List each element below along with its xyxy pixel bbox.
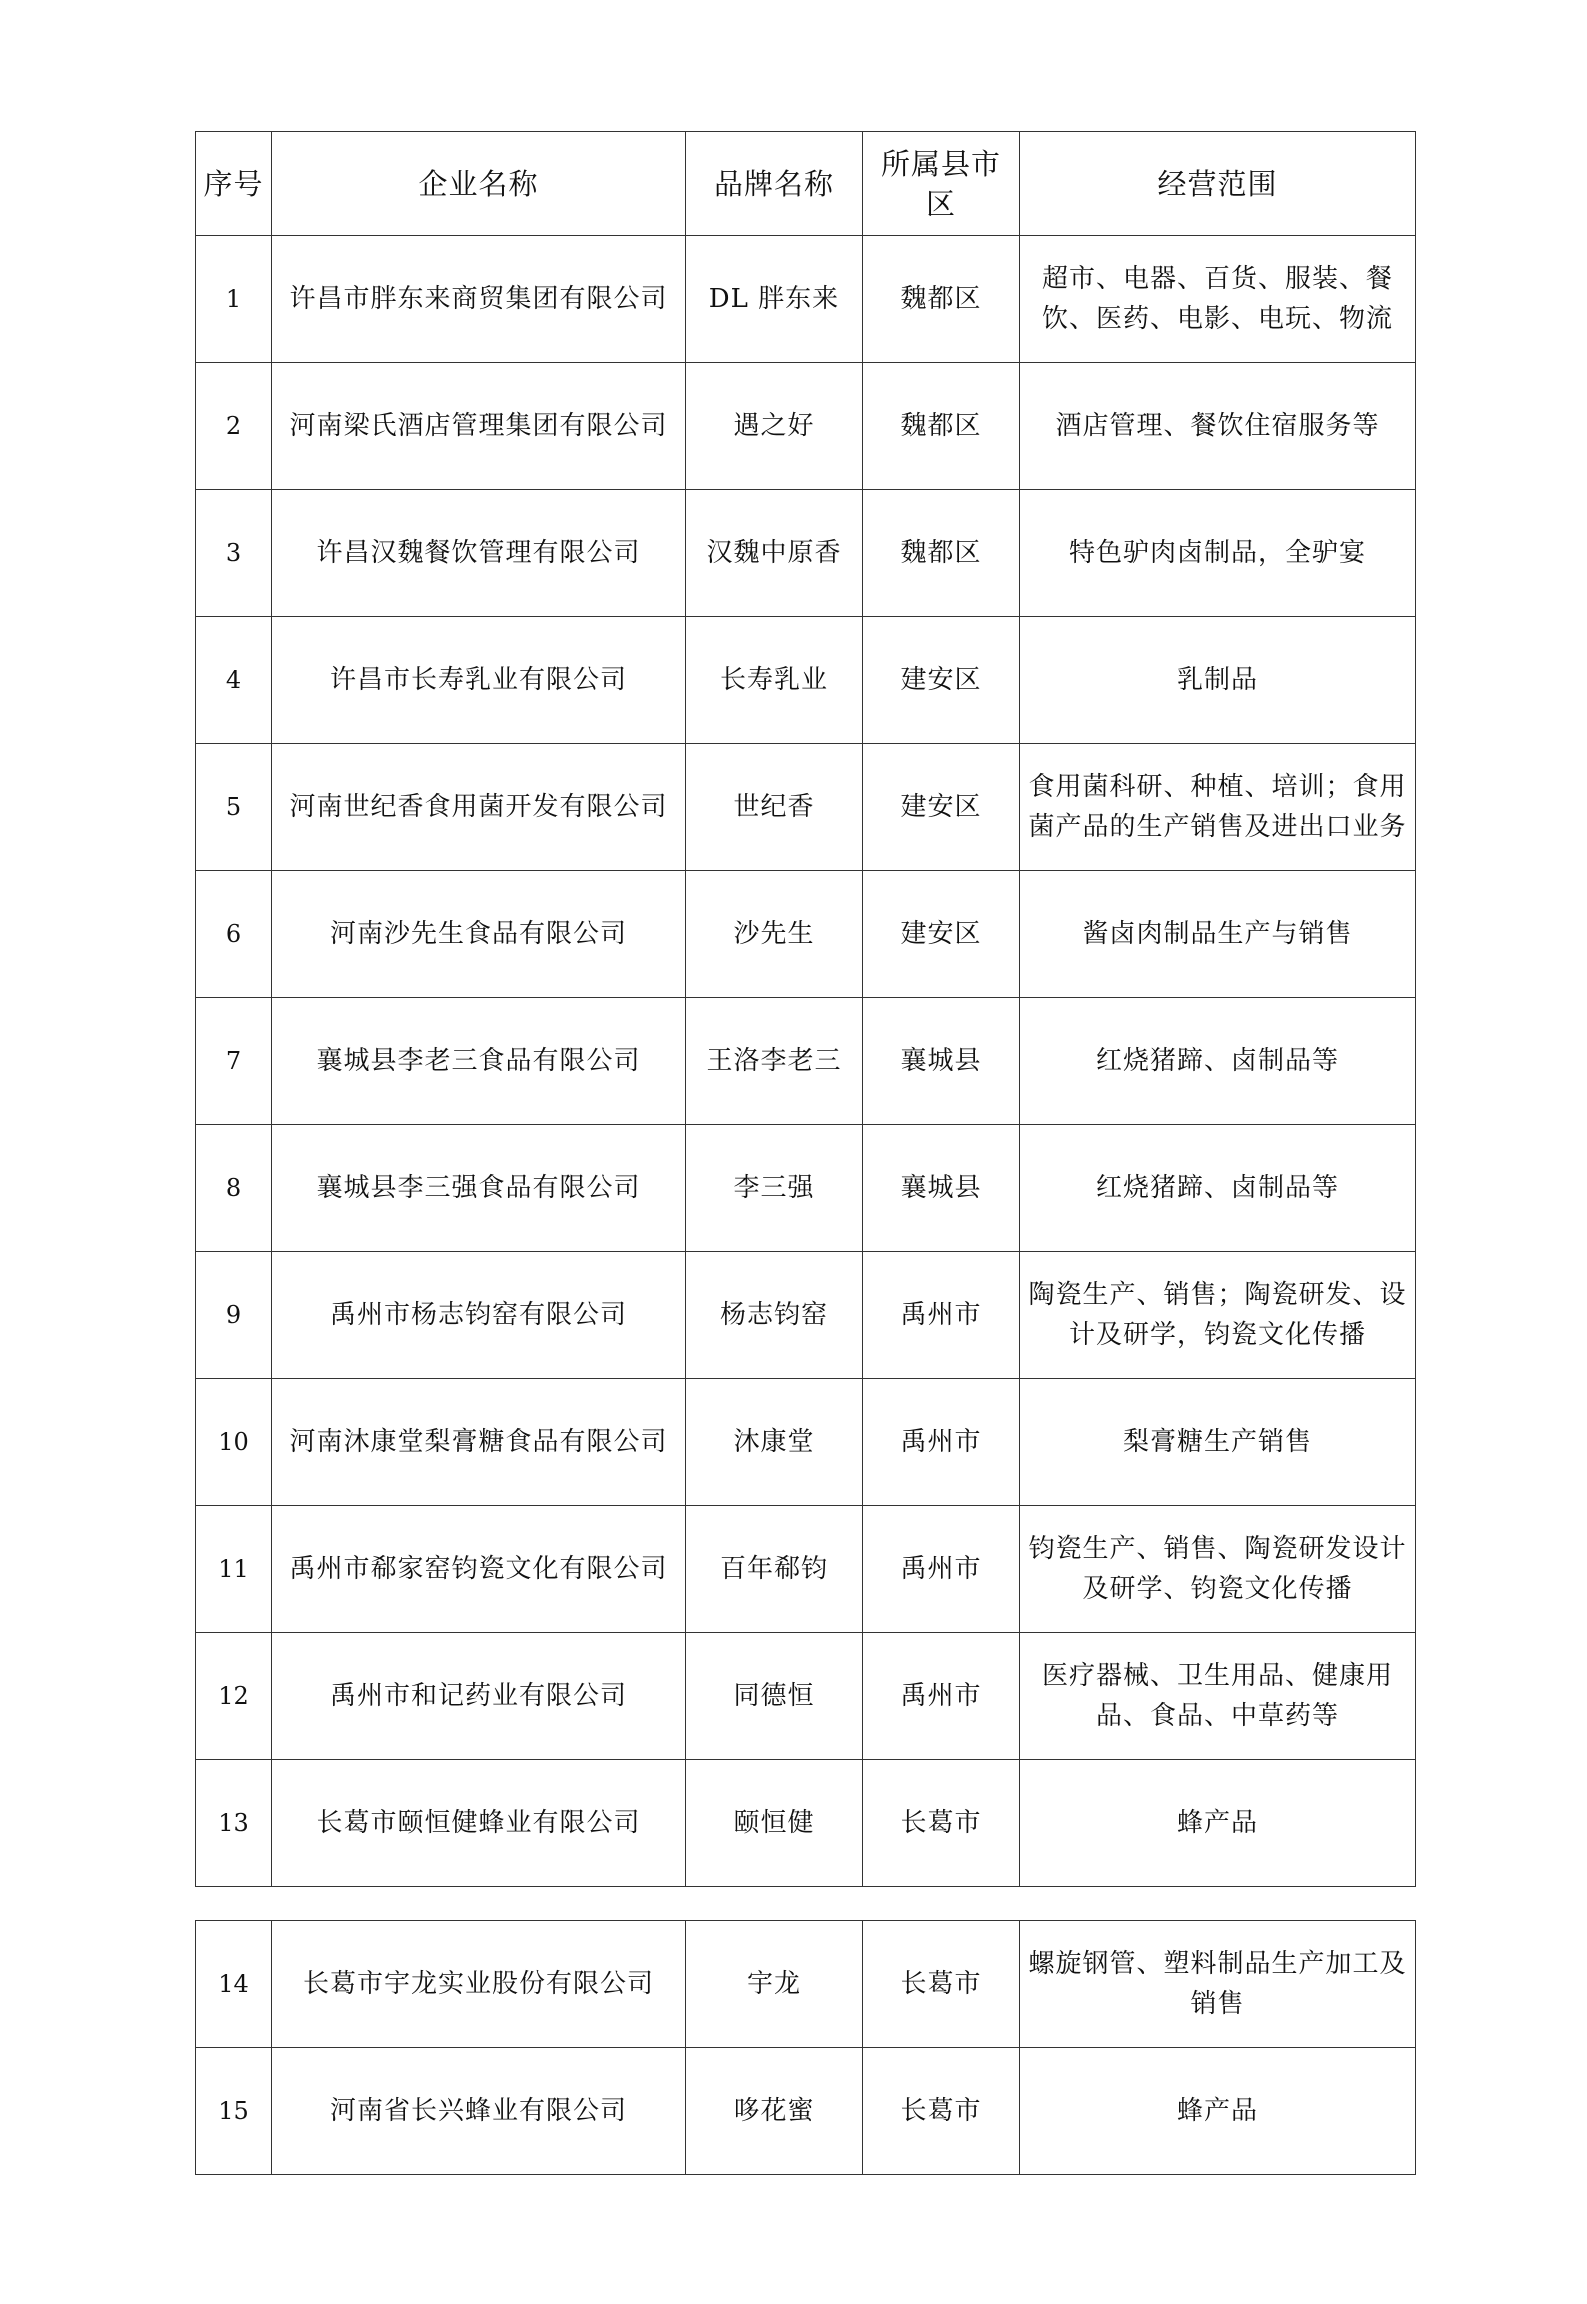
cell-index: 13 <box>196 1760 272 1887</box>
cell-district: 长葛市 <box>863 1921 1020 2048</box>
cell-district: 建安区 <box>863 617 1020 744</box>
table-row <box>196 871 1416 998</box>
cell-district: 禹州市 <box>863 1506 1020 1633</box>
cell-brand: 世纪香 <box>686 744 863 871</box>
cell-index: 6 <box>196 871 272 998</box>
table-row <box>196 1252 1416 1379</box>
table-row <box>196 1760 1416 1887</box>
cell-brand: 杨志钧窑 <box>686 1252 863 1379</box>
cell-district: 建安区 <box>863 744 1020 871</box>
cell-index: 1 <box>196 236 272 363</box>
cell-company: 襄城县李老三食品有限公司 <box>272 998 686 1125</box>
cell-district: 建安区 <box>863 871 1020 998</box>
table-body <box>196 236 1416 1887</box>
cell-company: 河南沐康堂梨膏糖食品有限公司 <box>272 1379 686 1506</box>
cell-brand: 同德恒 <box>686 1633 863 1760</box>
cell-district: 禹州市 <box>863 1633 1020 1760</box>
cell-index: 8 <box>196 1125 272 1252</box>
enterprise-table-continued <box>195 1920 1416 2175</box>
cell-company: 许昌市胖东来商贸集团有限公司 <box>272 236 686 363</box>
cell-company: 长葛市宇龙实业股份有限公司 <box>272 1921 686 2048</box>
cell-scope: 螺旋钢管、塑料制品生产加工及销售 <box>1020 1921 1416 2048</box>
cell-brand: 颐恒健 <box>686 1760 863 1887</box>
cell-index: 12 <box>196 1633 272 1760</box>
cell-brand: 汉魏中原香 <box>686 490 863 617</box>
cell-scope: 蜂产品 <box>1020 2048 1416 2175</box>
cell-index: 7 <box>196 998 272 1125</box>
table-body <box>196 1921 1416 2175</box>
cell-index: 14 <box>196 1921 272 2048</box>
cell-company: 襄城县李三强食品有限公司 <box>272 1125 686 1252</box>
cell-index: 5 <box>196 744 272 871</box>
table-row <box>196 744 1416 871</box>
enterprise-table <box>195 131 1416 1887</box>
cell-scope: 陶瓷生产、销售；陶瓷研发、设计及研学，钧瓷文化传播 <box>1020 1252 1416 1379</box>
cell-company: 禹州市和记药业有限公司 <box>272 1633 686 1760</box>
cell-district: 长葛市 <box>863 1760 1020 1887</box>
cell-district: 魏都区 <box>863 490 1020 617</box>
table-row <box>196 1379 1416 1506</box>
table-header-row <box>196 132 1416 236</box>
cell-district: 魏都区 <box>863 363 1020 490</box>
cell-index: 15 <box>196 2048 272 2175</box>
table-row <box>196 1506 1416 1633</box>
header-scope: 经营范围 <box>1020 132 1416 236</box>
cell-company: 河南省长兴蜂业有限公司 <box>272 2048 686 2175</box>
table-row <box>196 1633 1416 1760</box>
table-row <box>196 998 1416 1125</box>
cell-index: 11 <box>196 1506 272 1633</box>
cell-company: 禹州市杨志钧窑有限公司 <box>272 1252 686 1379</box>
cell-scope: 乳制品 <box>1020 617 1416 744</box>
header-index: 序号 <box>196 132 272 236</box>
table-row <box>196 2048 1416 2175</box>
table-row <box>196 490 1416 617</box>
cell-scope: 特色驴肉卤制品，全驴宴 <box>1020 490 1416 617</box>
cell-scope: 蜂产品 <box>1020 1760 1416 1887</box>
cell-company: 许昌市长寿乳业有限公司 <box>272 617 686 744</box>
cell-brand: 王洛李老三 <box>686 998 863 1125</box>
header-brand: 品牌名称 <box>686 132 863 236</box>
table-row <box>196 1921 1416 2048</box>
cell-brand: 长寿乳业 <box>686 617 863 744</box>
cell-scope: 梨膏糖生产销售 <box>1020 1379 1416 1506</box>
cell-scope: 钧瓷生产、销售、陶瓷研发设计及研学、钧瓷文化传播 <box>1020 1506 1416 1633</box>
cell-company: 长葛市颐恒健蜂业有限公司 <box>272 1760 686 1887</box>
header-company: 企业名称 <box>272 132 686 236</box>
cell-company: 河南沙先生食品有限公司 <box>272 871 686 998</box>
cell-district: 禹州市 <box>863 1379 1020 1506</box>
cell-brand: 宇龙 <box>686 1921 863 2048</box>
cell-brand: 百年郗钧 <box>686 1506 863 1633</box>
cell-district: 长葛市 <box>863 2048 1020 2175</box>
cell-company: 许昌汉魏餐饮管理有限公司 <box>272 490 686 617</box>
cell-district: 禹州市 <box>863 1252 1020 1379</box>
table-row <box>196 617 1416 744</box>
cell-scope: 酒店管理、餐饮住宿服务等 <box>1020 363 1416 490</box>
cell-company: 河南世纪香食用菌开发有限公司 <box>272 744 686 871</box>
cell-index: 4 <box>196 617 272 744</box>
cell-brand: 沐康堂 <box>686 1379 863 1506</box>
cell-index: 9 <box>196 1252 272 1379</box>
cell-brand: 遇之好 <box>686 363 863 490</box>
cell-company: 河南梁氏酒店管理集团有限公司 <box>272 363 686 490</box>
cell-scope: 红烧猪蹄、卤制品等 <box>1020 1125 1416 1252</box>
cell-brand: 李三强 <box>686 1125 863 1252</box>
table-row <box>196 363 1416 490</box>
table-row <box>196 236 1416 363</box>
cell-index: 2 <box>196 363 272 490</box>
cell-scope: 超市、电器、百货、服装、餐饮、医药、电影、电玩、物流 <box>1020 236 1416 363</box>
cell-brand: DL 胖东来 <box>686 236 863 363</box>
cell-brand: 哆花蜜 <box>686 2048 863 2175</box>
cell-index: 3 <box>196 490 272 617</box>
cell-district: 魏都区 <box>863 236 1020 363</box>
table-row <box>196 1125 1416 1252</box>
cell-scope: 酱卤肉制品生产与销售 <box>1020 871 1416 998</box>
header-district: 所属县市区 <box>863 132 1020 236</box>
cell-company: 禹州市郗家窑钧瓷文化有限公司 <box>272 1506 686 1633</box>
cell-index: 10 <box>196 1379 272 1506</box>
cell-scope: 医疗器械、卫生用品、健康用品、食品、中草药等 <box>1020 1633 1416 1760</box>
cell-scope: 红烧猪蹄、卤制品等 <box>1020 998 1416 1125</box>
cell-scope: 食用菌科研、种植、培训；食用菌产品的生产销售及进出口业务 <box>1020 744 1416 871</box>
cell-brand: 沙先生 <box>686 871 863 998</box>
cell-district: 襄城县 <box>863 1125 1020 1252</box>
cell-district: 襄城县 <box>863 998 1020 1125</box>
